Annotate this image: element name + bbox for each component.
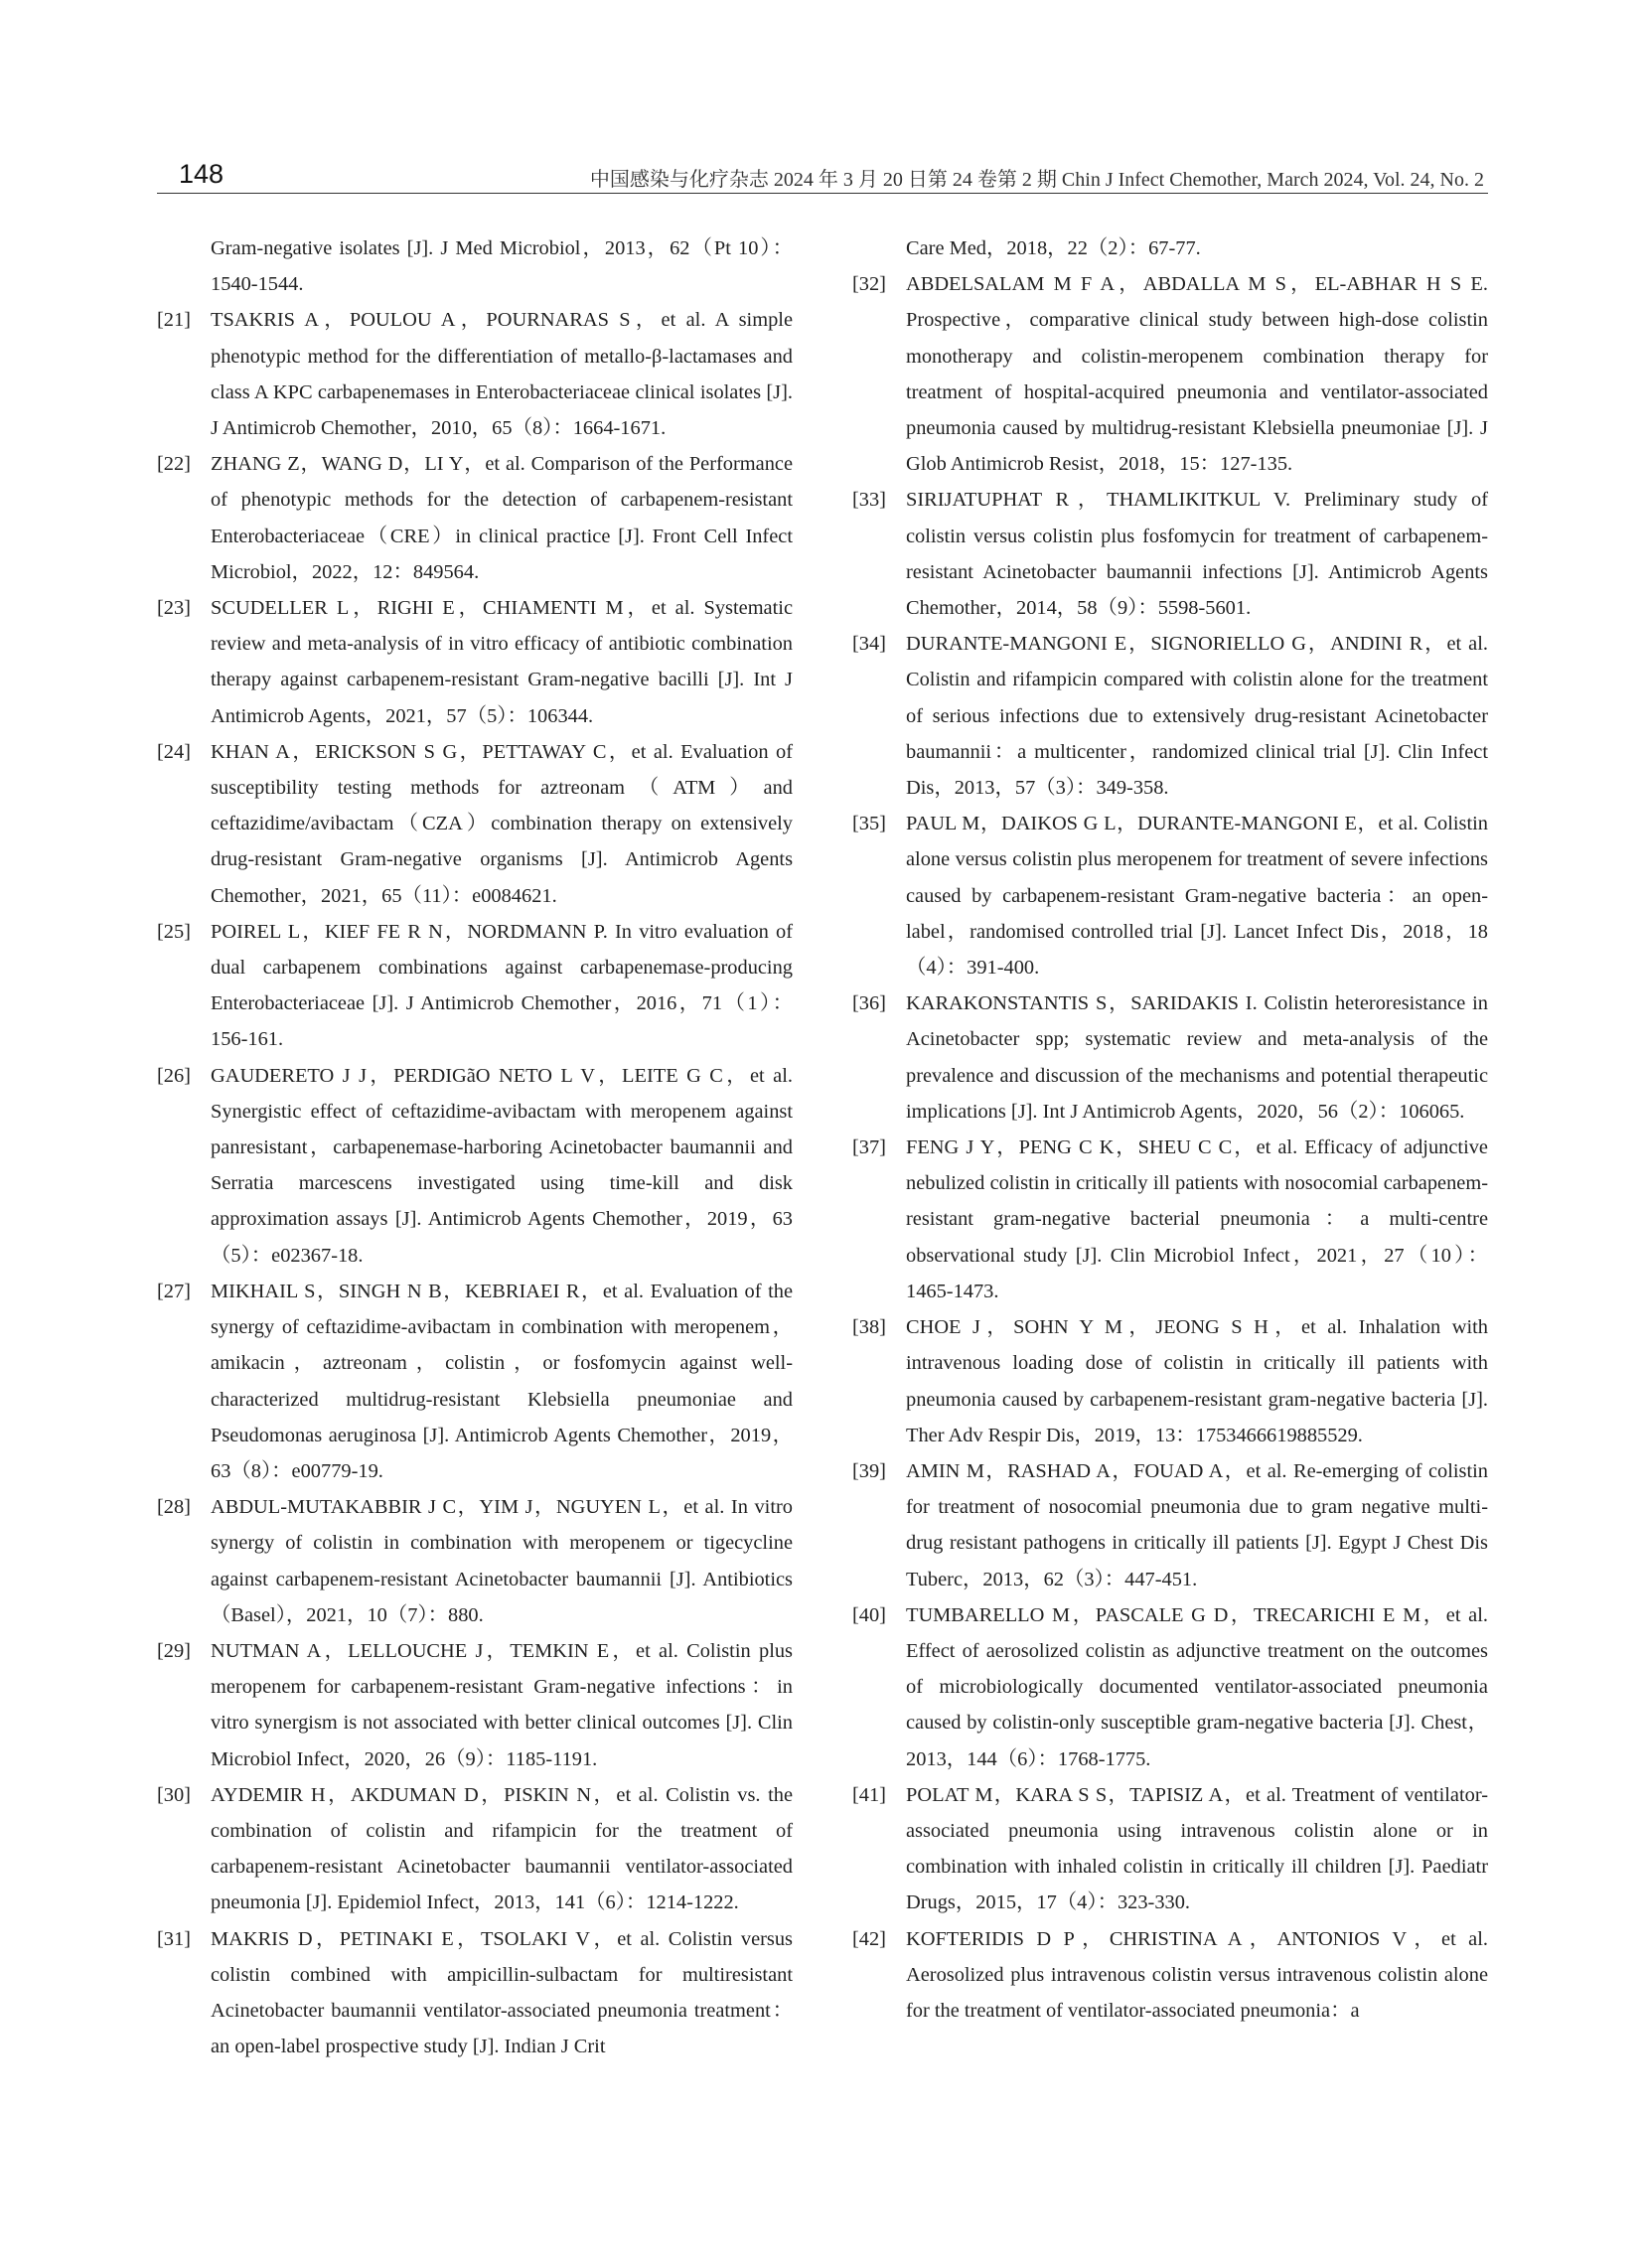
reference-text: Care Med，2018，22（2）：67-77. — [906, 237, 1201, 259]
reference-text: NUTMAN A，LELLOUCHE J，TEMKIN E，et al. Colistin plus meropenem for carbapenem-resistant Gram-negative infections：in vitro synergism is not associated with better clinical outcomes [J]. Clin Microbiol Infect，2020，26（9）：1185-1191. — [211, 1639, 793, 1770]
reference-number: [27] — [157, 1280, 191, 1302]
reference-item — [852, 985, 1488, 1130]
reference-item — [157, 1274, 793, 1489]
reference-text: ABDELSALAM M F A，ABDALLA M S，EL-ABHAR H S E. Prospective，comparative clinical study between high-dose colistin monotherapy and colistin-meropenem combination therapy for treatment of hospital-acquired pneumonia and ventilator-associated pneumonia caused by multidrug-resistant Klebsiella pneumoniae [J]. J Glob Antimicrob Resist，2018，15：127-135. — [906, 273, 1488, 476]
reference-number: [32] — [852, 273, 886, 296]
reference-text: POIREL L，KIEF FE R N，NORDMANN P. In vitro evaluation of dual carbapenem combinations against carbapenemase-producing Enterobacteriaceae [J]. J Antimicrob Chemother，2016，71（1）：156-161. — [211, 920, 793, 1051]
reference-text: FENG J Y，PENG C K，SHEU C C，et al. Efficacy of adjunctive nebulized colistin in critically ill patients with nosocomial carbapenem-resistant gram-negative bacterial pneumonia：a multi-centre observational study [J]. Clin Microbiol Infect，2021，27（10）：1465-1473. — [906, 1136, 1489, 1302]
reference-text: AMIN M，RASHAD A，FOUAD A，et al. Re-emerging of colistin for treatment of nosocomial pneumonia due to gram negative multi-drug resistant pathogens in critically ill patients [J]. Egypt J Chest Dis Tuberc，2013，62（3）：447-451. — [906, 1459, 1488, 1590]
left-column-references — [157, 230, 793, 2064]
reference-item — [157, 1489, 793, 1633]
reference-text: ZHANG Z，WANG D，LI Y，et al. Comparison of the Performance of phenotypic methods for the detection of carbapenem-resistant Enterobacteriaceae（CRE）in clinical practice [J]. Front Cell Infect Microbiol，2022，12：849564. — [211, 453, 793, 583]
reference-number: [28] — [157, 1496, 191, 1519]
reference-number: [23] — [157, 597, 191, 620]
reference-number: [39] — [852, 1459, 886, 1482]
reference-text: MAKRIS D，PETINAKI E，TSOLAKI V，et al. Colistin versus colistin combined with ampicillin-sulbactam for multiresistant Acinetobacter baumannii ventilator-associated pneumonia treatment：an open-label prospective study [J]. Indian J Crit — [211, 1927, 793, 2058]
reference-item — [852, 1777, 1488, 1921]
reference-text: DURANTE-MANGONI E，SIGNORIELLO G，ANDINI R，et al. Colistin and rifampicin compared with colistin alone for the treatment of serious infections due to extensively drug-resistant Acinetobacter baumannii：a multicenter，randomized clinical trial [J]. Clin Infect Dis，2013，57（3）：349-358. — [906, 633, 1488, 800]
reference-item — [157, 1633, 793, 1777]
reference-item — [852, 1597, 1488, 1777]
reference-text: KOFTERIDIS D P，CHRISTINA A，ANTONIOS V，et al. Aerosolized plus intravenous colistin versus intravenous colistin alone for the treatment of ventilator-associated pneumonia：a — [906, 1927, 1488, 2022]
reference-text: MIKHAIL S，SINGH N B，KEBRIAEI R，et al. Evaluation of the synergy of ceftazidime-avibactam in combination with meropenem，amikacin，aztreonam，colistin，or fosfomycin against well-characterized multidrug-resistant Klebsiella pneumoniae and Pseudomonas aeruginosa [J]. Antimicrob Agents Chemother，2019，63（8）：e00779-19. — [211, 1280, 793, 1482]
reference-text: ABDUL-MUTAKABBIR J C，YIM J，NGUYEN L，et al. In vitro synergy of colistin in combination with meropenem or tigecycline against carbapenem-resistant Acinetobacter baumannii [J]. Antibiotics（Basel），2021，10（7）：880. — [211, 1496, 793, 1626]
reference-number: [33] — [852, 489, 886, 512]
reference-number: [22] — [157, 453, 191, 476]
reference-text: TSAKRIS A，POULOU A，POURNARAS S，et al. A simple phenotypic method for the differentiation of metallo-β-lactamases and class A KPC carbapenemases in Enterobacteriaceae clinical isolates [J]. J Antimicrob Chemother，2010，65（8）：1664-1671. — [211, 309, 793, 440]
reference-number: [25] — [157, 920, 191, 943]
reference-number: [29] — [157, 1639, 191, 1662]
reference-item — [157, 914, 793, 1058]
running-header — [157, 157, 1488, 194]
reference-text: TUMBARELLO M，PASCALE G D，TRECARICHI E M，et al. Effect of aerosolized colistin as adjunctive treatment on the outcomes of microbiologically documented ventilator-associated pneumonia caused by colistin-only susceptible gram-negative bacteria [J]. Chest，2013，144（6）：1768-1775. — [906, 1603, 1488, 1770]
reference-item — [852, 1453, 1488, 1597]
reference-number: [26] — [157, 1064, 191, 1087]
reference-number: [42] — [852, 1927, 886, 1950]
reference-item — [157, 590, 793, 734]
reference-text: GAUDERETO J J，PERDIGãO NETO L V，LEITE G C，et al. Synergistic effect of ceftazidime-avibactam with meropenem against panresistant，carbapenemase-harboring Acinetobacter baumannii and Serratia marcescens investigated using time-kill and disk approximation assays [J]. Antimicrob Agents Chemother，2019，63（5）：e02367-18. — [211, 1064, 793, 1267]
reference-text: SCUDELLER L，RIGHI E，CHIAMENTI M，et al. Systematic review and meta-analysis of in vitro efficacy of antibiotic combination therapy against carbapenem-resistant Gram-negative bacilli [J]. Int J Antimicrob Agents，2021，57（5）：106344. — [211, 597, 793, 727]
reference-number: [40] — [852, 1603, 886, 1626]
reference-number: [31] — [157, 1927, 191, 1950]
reference-text: KHAN A，ERICKSON S G，PETTAWAY C，et al. Evaluation of susceptibility testing methods for aztreonam（ATM）and ceftazidime/avibactam（CZA）combination therapy on extensively drug-resistant Gram-negative organisms [J]. Antimicrob Agents Chemother，2021，65（11）：e0084621. — [211, 740, 793, 907]
reference-item — [852, 266, 1488, 482]
reference-item — [157, 1921, 793, 2065]
reference-number: [36] — [852, 992, 886, 1015]
reference-text: KARAKONSTANTIS S，SARIDAKIS I. Colistin heteroresistance in Acinetobacter spp; systematic review and meta-analysis of the prevalence and discussion of the mechanisms and potential therapeutic implications [J]. Int J Antimicrob Agents，2020，56（2）：106065. — [906, 992, 1488, 1123]
reference-number: [41] — [852, 1783, 886, 1806]
reference-item — [157, 230, 793, 302]
reference-text: POLAT M，KARA S S，TAPISIZ A，et al. Treatment of ventilator-associated pneumonia using intravenous colistin alone or in combination with inhaled colistin in critically ill children [J]. Paediatr Drugs，2015，17（4）：323-330. — [906, 1783, 1488, 1914]
reference-item — [852, 806, 1488, 985]
reference-text: CHOE J，SOHN Y M，JEONG S H，et al. Inhalation with intravenous loading dose of colistin in critically ill patients with pneumonia caused by carbapenem-resistant gram-negative bacteria [J]. Ther Adv Respir Dis，2019，13：1753466619885529. — [906, 1316, 1488, 1446]
reference-item — [852, 1921, 1488, 2030]
reference-item — [157, 446, 793, 590]
reference-number: [30] — [157, 1783, 191, 1806]
reference-text: SIRIJATUPHAT R，THAMLIKITKUL V. Preliminary study of colistin versus colistin plus fosfomycin for treatment of carbapenem-resistant Acinetobacter baumannii infections [J]. Antimicrob Agents Chemother，2014，58（9）：5598-5601. — [906, 489, 1488, 620]
reference-item — [157, 302, 793, 446]
reference-number: [35] — [852, 813, 886, 835]
reference-item — [852, 626, 1488, 806]
reference-item — [852, 1309, 1488, 1453]
reference-item — [157, 734, 793, 914]
reference-item — [852, 482, 1488, 626]
reference-number: [37] — [852, 1136, 886, 1159]
right-column-references — [852, 230, 1488, 2029]
reference-item — [157, 1058, 793, 1274]
reference-number: [21] — [157, 309, 191, 332]
journal-running-head: 中国感染与化疗杂志 2024 年 3 月 20 日第 24 卷第 2 期 Chin J Infect Chemother, March 2024, Vol. 24, No. 2 — [589, 169, 1484, 191]
reference-text: AYDEMIR H，AKDUMAN D，PISKIN N，et al. Colistin vs. the combination of colistin and rifampicin for the treatment of carbapenem-resistant Acinetobacter baumannii ventilator-associated pneumonia [J]. Epidemiol Infect，2013，141（6）：1214-1222. — [211, 1783, 793, 1914]
reference-item — [852, 1130, 1488, 1309]
reference-item — [157, 1777, 793, 1921]
reference-number: [24] — [157, 740, 191, 763]
reference-number: [38] — [852, 1316, 886, 1339]
reference-item — [852, 230, 1488, 266]
reference-number: [34] — [852, 633, 886, 656]
reference-text: PAUL M，DAIKOS G L，DURANTE-MANGONI E，et al. Colistin alone versus colistin plus meropenem for treatment of severe infections caused by carbapenem-resistant Gram-negative bacteria：an open-label，randomised controlled trial [J]. Lancet Infect Dis，2018，18（4）：391-400. — [906, 813, 1488, 980]
reference-text: Gram-negative isolates [J]. J Med Microbiol，2013，62（Pt 10）：1540-1544. — [211, 237, 793, 296]
page-number: 148 — [179, 159, 224, 189]
